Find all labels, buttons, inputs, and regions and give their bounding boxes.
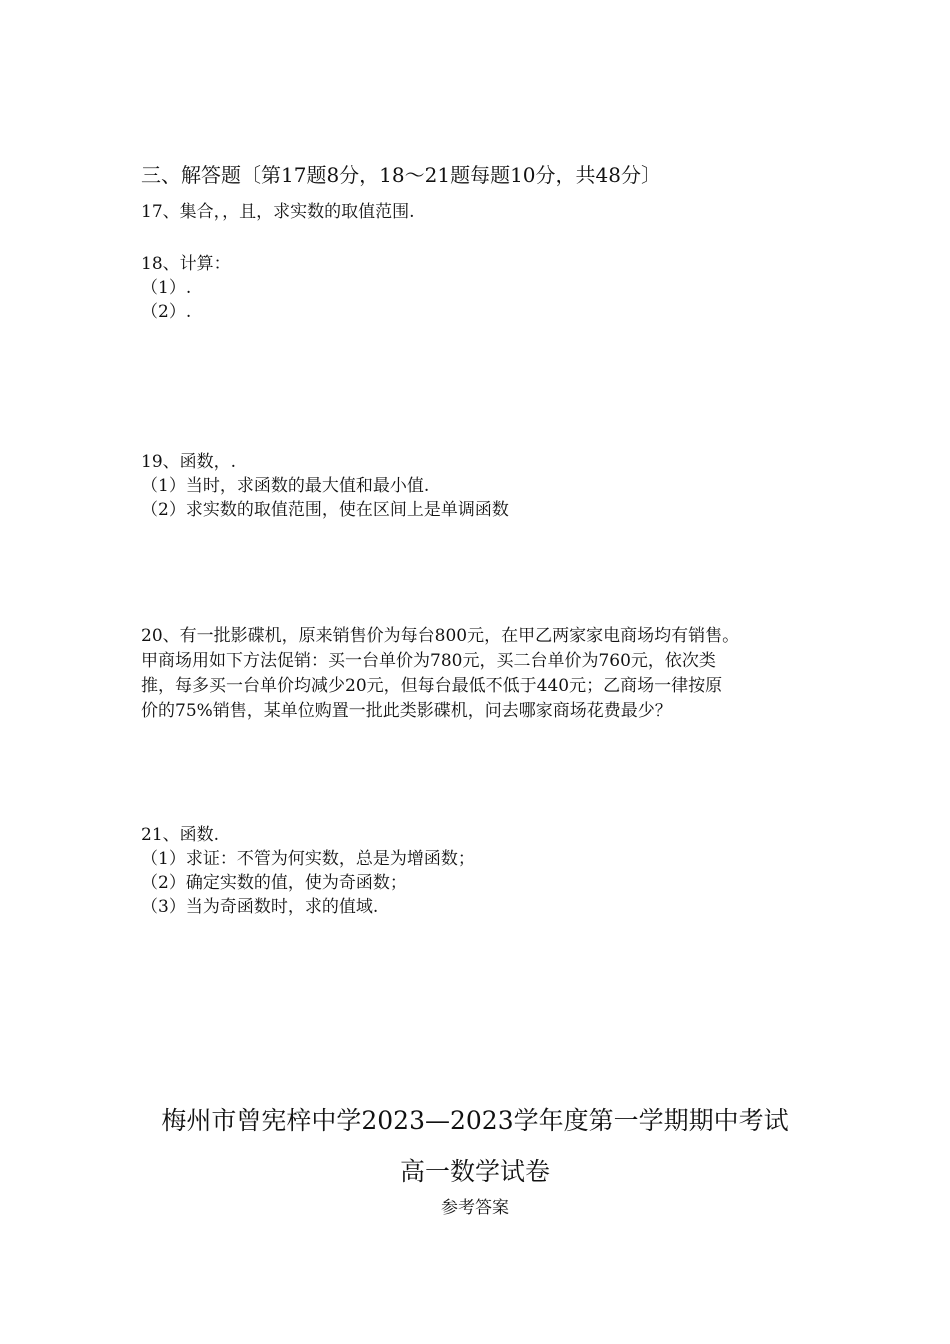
question-18-part-2: （2）. [141,302,192,322]
answer-key-label: 参考答案 [441,1198,509,1218]
question-21-part-1: （1）求证：不管为何实数，总是为增函数； [141,849,475,869]
question-19: 19、函数，. [141,452,237,472]
question-21: 21、函数. [141,825,220,845]
exam-subject-title: 高一数学试卷 [399,1157,550,1186]
question-18: 18、计算： [141,254,231,274]
question-20-line-1: 20、有一批影碟机，原来销售价为每台800元，在甲乙两家家电商场均有销售。 [141,626,740,646]
section-heading: 三、解答题〔第17题8分，18～21题每题10分，共48分〕 [141,163,661,187]
question-17: 17、集合，，且，求实数的取值范围. [141,202,415,222]
question-19-part-2: （2）求实数的取值范围，使在区间上是单调函数 [141,500,509,520]
question-20-line-2: 甲商场用如下方法促销：买一台单价为780元，买二台单价为760元，依次类 [141,651,716,671]
question-20-line-3: 推，每多买一台单价均减少20元，但每台最低不低于440元；乙商场一律按原 [141,676,723,696]
school-exam-title: 梅州市曾宪梓中学2023—2023学年度第一学期期中考试 [161,1106,789,1135]
question-18-part-1: （1）. [141,278,192,298]
question-21-part-3: （3）当为奇函数时，求的值域. [141,897,379,917]
question-21-part-2: （2）确定实数的值，使为奇函数； [141,873,407,893]
question-20-line-4: 价的75%销售，某单位购置一批此类影碟机，问去哪家商场花费最少？ [141,701,672,721]
question-19-part-1: （1）当时，求函数的最大值和最小值. [141,476,430,496]
